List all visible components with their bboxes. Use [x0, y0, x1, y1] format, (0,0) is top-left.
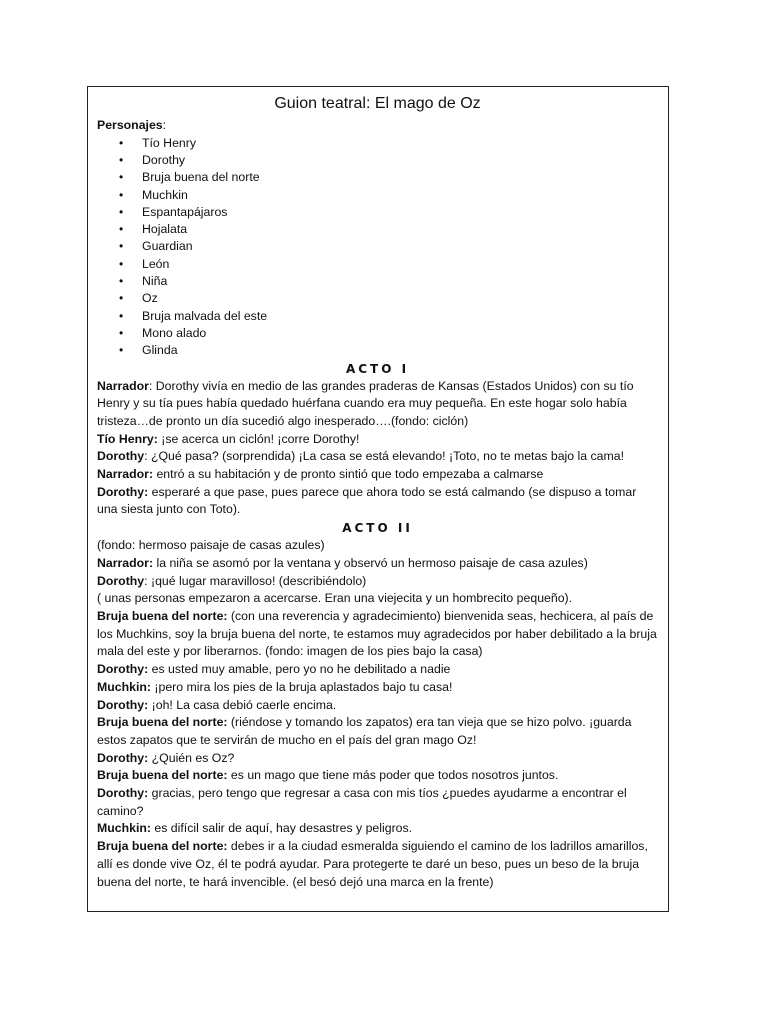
cast-heading [97, 117, 658, 135]
act-1-heading: ACTO I [345, 361, 410, 376]
dialogue-line [97, 697, 658, 715]
speaker-name: Narrador: [97, 555, 154, 570]
speaker-name: Dorothy [97, 573, 145, 588]
dialogue-line [97, 679, 658, 697]
cast-list [97, 135, 658, 360]
speaker-separator: : [148, 378, 156, 393]
dialogue-text: es un mago que tiene más poder que todos nosotros juntos. [230, 768, 559, 783]
speaker-name: Muchkin: [97, 679, 151, 694]
cast-item: • Mono alado [97, 325, 658, 342]
speaker-name: Dorothy: [97, 697, 149, 712]
dialogue-line [97, 573, 658, 591]
cast-heading-colon: : [162, 118, 167, 132]
dialogue-text: ¿Quién es Oz? [151, 750, 235, 765]
dialogue-text: esperaré a que pase, pues parece que ahora todo se está calmando (se dispuso a tomar una siesta junto con Toto). [97, 484, 637, 517]
dialogue-text: entró a su habitación y de pronto sintió que todo empezaba a calmarse [156, 467, 544, 482]
act-2-dialogue [97, 537, 658, 891]
dialogue-line [97, 378, 658, 431]
speaker-separator: : [144, 449, 151, 464]
dialogue-text: Dorothy vivía en medio de las grandes praderas de Kansas (Estados Unidos) con su tío Henry y su tía pues había quedado huérfana cuando era muy pequeña. En este hogar solo había tristeza…de pronto un día sucedió algo inesperado….(fondo: ciclón) [97, 378, 634, 428]
dialogue-line [97, 448, 658, 466]
cast-item: • Oz [97, 290, 658, 307]
dialogue-line [97, 767, 658, 785]
dialogue-text: debes ir a la ciudad esmeralda siguiendo el camino de los ladrillos amarillos, allí es donde vive Oz, él te podrá ayudar. Para protegerte te daré un beso, pues un beso de la bruja buena del norte, te hará invencible. (el besó dejó una marca en la frente) [97, 839, 648, 889]
dialogue-text: la niña se asomó por la ventana y observó un hermoso paisaje de casa azules) [156, 555, 588, 570]
dialogue-text: gracias, pero tengo que regresar a casa con mis tíos ¿puedes ayudarme a encontrar el camino? [97, 786, 627, 818]
dialogue-line [97, 661, 658, 679]
cast-item: • Niña [97, 273, 658, 290]
speaker-name: Bruja buena del norte: [97, 715, 228, 730]
cast-item: • Dorothy [97, 152, 658, 169]
dialogue-line [97, 785, 658, 820]
dialogue-text: ¡se acerca un ciclón! ¡corre Dorothy! [161, 431, 360, 446]
dialogue-text: ¡oh! La casa debió caerle encima. [151, 697, 337, 712]
speaker-name: Bruja buena del norte: [97, 768, 228, 783]
speaker-name: Narrador: [97, 467, 154, 482]
cast-item: • Bruja buena del norte [97, 169, 658, 186]
dialogue-text: es usted muy amable, pero yo no he debilitado a nadie [151, 662, 451, 677]
dialogue-line [97, 431, 658, 449]
dialogue-line [97, 714, 658, 749]
dialogue-line [97, 820, 658, 838]
speaker-name: Bruja buena del norte: [97, 839, 228, 854]
cast-item: • Espantapájaros [97, 204, 658, 221]
dialogue-line [97, 608, 658, 661]
dialogue-line [97, 466, 658, 484]
speaker-name: Dorothy: [97, 484, 149, 499]
speaker-name: Narrador [97, 378, 149, 393]
speaker-name: Muchkin: [97, 821, 151, 836]
speaker-separator: : [144, 573, 151, 588]
cast-item: • Guardian [97, 238, 658, 255]
stage-direction [97, 590, 658, 608]
speaker-name: Tío Henry: [97, 431, 158, 446]
speaker-name: Bruja buena del norte: [97, 609, 228, 623]
dialogue-line [97, 750, 658, 768]
cast-item: • Glinda [97, 342, 658, 359]
script-page [87, 86, 669, 912]
cast-item: • Muchkin [97, 187, 658, 204]
act-2-heading: ACTO II [342, 521, 413, 536]
speaker-name: Dorothy: [97, 750, 149, 765]
dialogue-text: (con una reverencia y agradecimiento) bienvenida seas, hechicera, al país de los Muchkins, soy la bruja buena del norte, te estamos muy agradecidos por haber debilitado a la bruja mala del este y por liberarnos. (fondo: imagen de los pies bajo la casa) [97, 609, 657, 659]
dialogue-text: ¡qué lugar maravilloso! (describiéndolo) [150, 573, 367, 588]
dialogue-line [97, 555, 658, 573]
dialogue-text: ¡pero mira los pies de la bruja aplastados bajo tu casa! [154, 679, 453, 694]
dialogue-text: ( unas personas empezaron a acercarse. Eran una viejecita y un hombrecito pequeño). [97, 591, 573, 606]
page-title: Guion teatral: El mago de Oz [274, 95, 481, 112]
act-1-dialogue [97, 378, 658, 520]
cast-heading-label: Personajes [97, 118, 163, 132]
speaker-name: Dorothy: [97, 786, 149, 801]
dialogue-line [97, 838, 658, 891]
cast-item: • Hojalata [97, 221, 658, 238]
cast-item: • Bruja malvada del este [97, 308, 658, 325]
speaker-name: Dorothy [97, 449, 145, 464]
dialogue-text: (riéndose y tomando los zapatos) era tan vieja que se hizo polvo. ¡guarda estos zapatos que te servirán de mucho en el país del gran mago Oz! [97, 715, 632, 747]
cast-item: • León [97, 256, 658, 273]
speaker-name: Dorothy: [97, 662, 149, 677]
cast-item: • Tío Henry [97, 135, 658, 152]
dialogue-line [97, 484, 658, 519]
dialogue-text: ¿Qué pasa? (sorprendida) ¡La casa se está elevando! ¡Toto, no te metas bajo la cama! [150, 449, 624, 464]
stage-direction: (fondo: hermoso paisaje de casas azules) [97, 538, 325, 553]
dialogue-text: es difícil salir de aquí, hay desastres y peligros. [154, 821, 413, 836]
